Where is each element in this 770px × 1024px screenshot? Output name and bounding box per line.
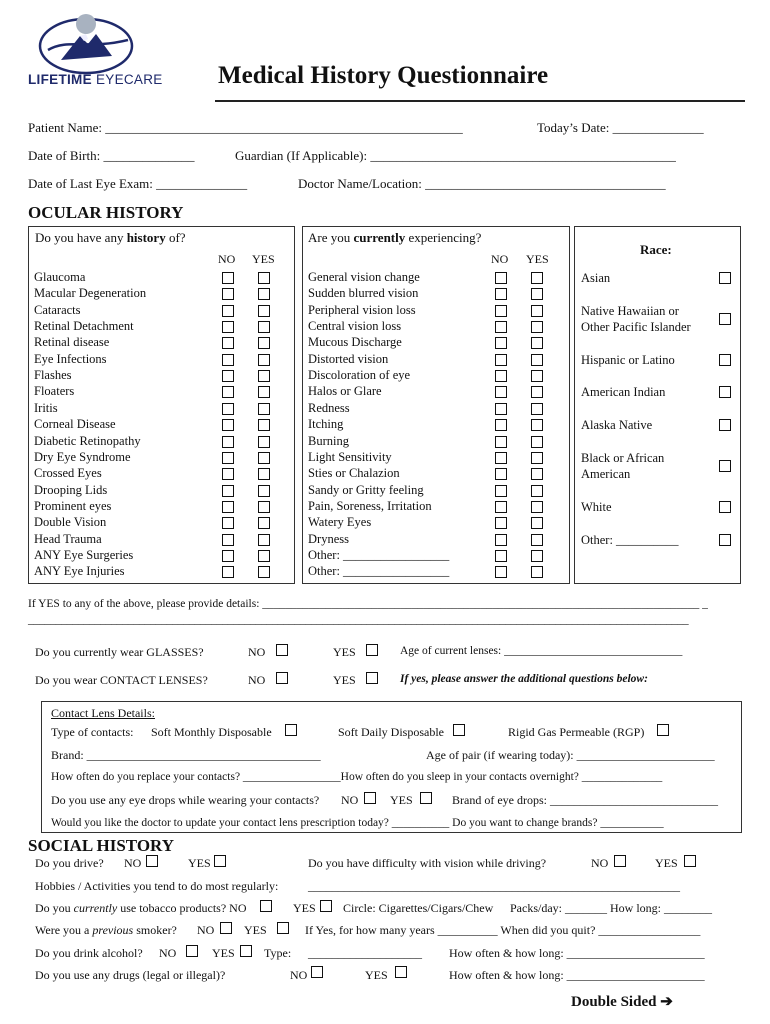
- current-item-label: Peripheral vision loss: [308, 302, 416, 317]
- patient-name-field[interactable]: Patient Name: _______________________________________________________: [28, 120, 463, 135]
- current-yes-checkbox[interactable]: [531, 468, 543, 480]
- history-item-label: ANY Eye Surgeries: [34, 547, 134, 562]
- drugs-yes-checkbox[interactable]: [395, 966, 407, 978]
- history-yes-checkbox[interactable]: [258, 452, 270, 464]
- current-no-header: NO: [491, 252, 509, 266]
- contacts-yes-label: YES: [333, 673, 356, 687]
- drive-yes-label: YES: [188, 856, 211, 870]
- current-yes-checkbox[interactable]: [531, 485, 543, 497]
- type-rgp-label: Rigid Gas Permeable (RGP): [508, 725, 645, 739]
- current-item-label: Watery Eyes: [308, 515, 372, 530]
- glasses-question: Do you currently wear GLASSES?: [35, 645, 204, 659]
- history-no-checkbox[interactable]: [222, 468, 234, 480]
- history-item-label: Floaters: [34, 384, 75, 399]
- current-item-label: Other: _________________: [308, 564, 450, 579]
- glasses-no-label: NO: [248, 645, 266, 659]
- current-item-label: Burning: [308, 433, 349, 448]
- drive-no-label: NO: [124, 856, 142, 870]
- current-item-label: Halos or Glare: [308, 384, 382, 399]
- history-no-checkbox[interactable]: [222, 321, 234, 333]
- current-item-label: Dryness: [308, 531, 349, 546]
- if-yes-note: If yes, please answer the additional questions below:: [400, 673, 648, 685]
- current-yes-checkbox[interactable]: [531, 550, 543, 562]
- logo-text-bold: LIFETIME: [28, 72, 92, 87]
- current-yes-header: YES: [526, 252, 549, 266]
- alcohol-yes-label: YES: [212, 946, 235, 960]
- smoker-no-label: NO: [197, 923, 215, 937]
- glasses-yes-checkbox[interactable]: [366, 644, 378, 656]
- history-item-label: Iritis: [34, 400, 58, 415]
- race-heading: Race:: [640, 242, 672, 257]
- current-no-checkbox[interactable]: [495, 485, 507, 497]
- history-no-checkbox[interactable]: [222, 566, 234, 578]
- current-item-label: Light Sensitivity: [308, 449, 392, 464]
- history-yes-checkbox[interactable]: [258, 501, 270, 513]
- history-yes-checkbox[interactable]: [258, 370, 270, 382]
- tobacco-packs-field[interactable]: Packs/day: _______ How long: ________: [510, 901, 712, 915]
- replace-question[interactable]: How often do you replace your contacts? _________________How often do you sleep in your contacts overnight? ______________: [51, 771, 663, 783]
- current-yes-checkbox[interactable]: [531, 452, 543, 464]
- type-daily-checkbox[interactable]: [453, 724, 465, 736]
- tobacco-question: Do you currently use tobacco products? NO: [35, 901, 247, 915]
- glasses-no-checkbox[interactable]: [276, 644, 288, 656]
- current-no-checkbox[interactable]: [495, 501, 507, 513]
- age-pair-field[interactable]: Age of pair (if wearing today): _______________________: [426, 748, 715, 762]
- alcohol-no-checkbox[interactable]: [186, 945, 198, 957]
- current-question: Are you currently experiencing?: [308, 230, 482, 245]
- history-no-checkbox[interactable]: [222, 386, 234, 398]
- current-item-label: Sties or Chalazion: [308, 466, 400, 481]
- social-history-heading: SOCIAL HISTORY: [28, 836, 175, 855]
- dob-field[interactable]: Date of Birth: ______________: [28, 148, 195, 163]
- race-item-label: Native Hawaiian or Other Pacific Islander: [581, 304, 691, 335]
- drive-diff-yes-checkbox[interactable]: [684, 855, 696, 867]
- drops-yes-checkbox[interactable]: [420, 792, 432, 804]
- race-item-label: Hispanic or Latino: [581, 353, 675, 367]
- double-sided-note: Double Sided ➔: [571, 994, 673, 1010]
- race-checkbox[interactable]: [719, 501, 731, 513]
- history-no-checkbox[interactable]: [222, 436, 234, 448]
- history-yes-checkbox[interactable]: [258, 419, 270, 431]
- alcohol-type-field[interactable]: ___________________: [308, 946, 422, 960]
- drive-diff-no-label: NO: [591, 856, 609, 870]
- history-no-checkbox[interactable]: [222, 337, 234, 349]
- history-yes-checkbox[interactable]: [258, 386, 270, 398]
- tobacco-no-checkbox[interactable]: [260, 900, 272, 912]
- current-no-checkbox[interactable]: [495, 550, 507, 562]
- type-monthly-label: Soft Monthly Disposable: [151, 725, 272, 739]
- current-yes-checkbox[interactable]: [531, 288, 543, 300]
- current-no-checkbox[interactable]: [495, 272, 507, 284]
- logo-mountain-icon: [28, 10, 158, 75]
- drive-question: Do you drive?: [35, 856, 104, 870]
- alcohol-how-often-field[interactable]: How often & how long: _______________________: [449, 946, 705, 960]
- current-item-label: Central vision loss: [308, 319, 402, 334]
- history-item-label: Double Vision: [34, 515, 107, 530]
- current-yes-checkbox[interactable]: [531, 272, 543, 284]
- race-checkbox[interactable]: [719, 313, 731, 325]
- current-item-label: Discoloration of eye: [308, 368, 411, 383]
- drops-question: Do you use any eye drops while wearing your contacts?: [51, 793, 320, 807]
- type-monthly-checkbox[interactable]: [285, 724, 297, 736]
- race-checkbox[interactable]: [719, 534, 731, 546]
- history-no-checkbox[interactable]: [222, 272, 234, 284]
- history-item-label: Glaucoma: [34, 270, 86, 284]
- history-yes-checkbox[interactable]: [258, 288, 270, 300]
- history-item-label: Eye Infections: [34, 351, 107, 366]
- history-yes-checkbox[interactable]: [258, 354, 270, 366]
- tobacco-yes-checkbox[interactable]: [320, 900, 332, 912]
- current-item-label: Pain, Soreness, Irritation: [308, 498, 432, 513]
- history-item-label: Macular Degeneration: [34, 286, 147, 301]
- smoker-question: Were you a previous smoker?: [35, 923, 177, 937]
- history-no-checkbox[interactable]: [222, 370, 234, 382]
- history-yes-checkbox[interactable]: [258, 436, 270, 448]
- todays-date-field[interactable]: Today’s Date: ______________: [537, 120, 704, 135]
- history-no-checkbox[interactable]: [222, 517, 234, 529]
- history-yes-checkbox[interactable]: [258, 534, 270, 546]
- guardian-field[interactable]: Guardian (If Applicable): _______________________________________________: [235, 148, 676, 163]
- current-no-checkbox[interactable]: [495, 468, 507, 480]
- current-no-checkbox[interactable]: [495, 534, 507, 546]
- current-no-checkbox[interactable]: [495, 288, 507, 300]
- glasses-yes-label: YES: [333, 645, 356, 659]
- history-no-checkbox[interactable]: [222, 550, 234, 562]
- drops-yes-label: YES: [390, 793, 413, 807]
- logo-text-light: EYECARE: [91, 72, 163, 87]
- smoker-no-checkbox[interactable]: [220, 922, 232, 934]
- alcohol-yes-checkbox[interactable]: [240, 945, 252, 957]
- history-yes-checkbox[interactable]: [258, 485, 270, 497]
- drugs-question: Do you use any drugs (legal or illegal)?: [35, 968, 226, 982]
- contacts-yes-checkbox[interactable]: [366, 672, 378, 684]
- drugs-no-checkbox[interactable]: [311, 966, 323, 978]
- history-item-label: Head Trauma: [34, 531, 102, 546]
- race-item-label: Alaska Native: [581, 418, 653, 432]
- current-no-checkbox[interactable]: [495, 370, 507, 382]
- current-yes-checkbox[interactable]: [531, 517, 543, 529]
- history-item-label: Diabetic Retinopathy: [34, 433, 141, 448]
- history-yes-checkbox[interactable]: [258, 272, 270, 284]
- history-item-label: Drooping Lids: [34, 482, 108, 497]
- contact-lens-heading: Contact Lens Details:: [51, 706, 155, 720]
- history-no-checkbox[interactable]: [222, 305, 234, 317]
- current-yes-checkbox[interactable]: [531, 534, 543, 546]
- details-line-2[interactable]: _______________________________________________________________________________________________________________________: [28, 614, 689, 626]
- hobbies-field[interactable]: ______________________________________________________________: [308, 879, 680, 893]
- current-no-checkbox[interactable]: [495, 419, 507, 431]
- current-no-checkbox[interactable]: [495, 321, 507, 333]
- current-no-checkbox[interactable]: [495, 403, 507, 415]
- current-no-checkbox[interactable]: [495, 566, 507, 578]
- race-checkbox[interactable]: [719, 419, 731, 431]
- alcohol-question: Do you drink alcohol?: [35, 946, 143, 960]
- drops-no-checkbox[interactable]: [364, 792, 376, 804]
- current-no-checkbox[interactable]: [495, 305, 507, 317]
- drive-no-checkbox[interactable]: [146, 855, 158, 867]
- smoker-yes-checkbox[interactable]: [277, 922, 289, 934]
- current-yes-checkbox[interactable]: [531, 354, 543, 366]
- history-item-label: Prominent eyes: [34, 498, 112, 513]
- current-no-checkbox[interactable]: [495, 386, 507, 398]
- history-yes-checkbox[interactable]: [258, 321, 270, 333]
- history-no-checkbox[interactable]: [222, 288, 234, 300]
- current-yes-checkbox[interactable]: [531, 337, 543, 349]
- history-yes-checkbox[interactable]: [258, 468, 270, 480]
- current-item-label: Other: _________________: [308, 547, 450, 562]
- current-item-label: Itching: [308, 417, 344, 432]
- current-yes-checkbox[interactable]: [531, 403, 543, 415]
- type-daily-label: Soft Daily Disposable: [338, 725, 444, 739]
- logo: [28, 10, 163, 90]
- current-yes-checkbox[interactable]: [531, 436, 543, 448]
- current-yes-checkbox[interactable]: [531, 321, 543, 333]
- history-item-label: ANY Eye Injuries: [34, 564, 125, 579]
- alcohol-type-label: Type:: [264, 946, 292, 960]
- current-no-checkbox[interactable]: [495, 452, 507, 464]
- history-yes-checkbox[interactable]: [258, 337, 270, 349]
- contacts-no-checkbox[interactable]: [276, 672, 288, 684]
- current-no-checkbox[interactable]: [495, 517, 507, 529]
- current-item-label: General vision change: [308, 270, 420, 284]
- history-item-label: Dry Eye Syndrome: [34, 449, 131, 464]
- details-line-1[interactable]: If YES to any of the above, please provide details: ____________________________________________________________________________ _: [28, 598, 708, 610]
- race-item-label: White: [581, 500, 612, 514]
- history-yes-header: YES: [252, 252, 275, 266]
- ocular-history-heading: OCULAR HISTORY: [28, 203, 184, 222]
- tobacco-circle: Circle: Cigarettes/Cigars/Chew: [343, 901, 494, 915]
- brand-field[interactable]: Brand: _______________________________________: [51, 748, 321, 762]
- page-title: Medical History Questionnaire: [218, 62, 549, 89]
- history-item-label: Corneal Disease: [34, 417, 116, 432]
- drive-diff-no-checkbox[interactable]: [614, 855, 626, 867]
- current-no-checkbox[interactable]: [495, 337, 507, 349]
- brand-drops-field[interactable]: Brand of eye drops: ____________________________: [452, 793, 718, 807]
- current-item-label: Mucous Discharge: [308, 335, 402, 350]
- smoker-yes-label: YES: [244, 923, 267, 937]
- history-item-label: Cataracts: [34, 302, 81, 317]
- history-no-header: NO: [218, 252, 236, 266]
- contacts-question: Do you wear CONTACT LENSES?: [35, 673, 208, 687]
- history-yes-checkbox[interactable]: [258, 305, 270, 317]
- history-yes-checkbox[interactable]: [258, 550, 270, 562]
- history-item-label: Retinal disease: [34, 335, 110, 350]
- current-no-checkbox[interactable]: [495, 436, 507, 448]
- drugs-yes-label: YES: [365, 968, 388, 982]
- last-exam-field[interactable]: Date of Last Eye Exam: ______________: [28, 176, 248, 191]
- current-yes-checkbox[interactable]: [531, 501, 543, 513]
- drugs-no-label: NO: [290, 968, 308, 982]
- current-item-label: Distorted vision: [308, 351, 389, 366]
- drive-yes-checkbox[interactable]: [214, 855, 226, 867]
- drugs-how-often-field[interactable]: How often & how long: _______________________: [449, 968, 705, 982]
- current-yes-checkbox[interactable]: [531, 305, 543, 317]
- history-yes-checkbox[interactable]: [258, 517, 270, 529]
- alcohol-no-label: NO: [159, 946, 177, 960]
- race-item-label: Black or African American: [581, 451, 665, 482]
- title-rule: [215, 100, 745, 102]
- race-checkbox[interactable]: [719, 460, 731, 472]
- current-item-label: Sandy or Gritty feeling: [308, 482, 424, 497]
- history-no-checkbox[interactable]: [222, 419, 234, 431]
- tobacco-yes-label: YES: [293, 901, 316, 915]
- current-no-checkbox[interactable]: [495, 354, 507, 366]
- type-rgp-checkbox[interactable]: [657, 724, 669, 736]
- history-item-label: Flashes: [34, 368, 72, 383]
- current-item-label: Redness: [308, 400, 350, 415]
- history-no-checkbox[interactable]: [222, 485, 234, 497]
- current-yes-checkbox[interactable]: [531, 386, 543, 398]
- drops-no-label: NO: [341, 793, 359, 807]
- history-item-label: Crossed Eyes: [34, 466, 102, 481]
- history-no-checkbox[interactable]: [222, 534, 234, 546]
- race-checkbox[interactable]: [719, 386, 731, 398]
- drive-diff-yes-label: YES: [655, 856, 678, 870]
- race-checkbox[interactable]: [719, 354, 731, 366]
- race-checkbox[interactable]: [719, 272, 731, 284]
- history-no-checkbox[interactable]: [222, 354, 234, 366]
- history-yes-checkbox[interactable]: [258, 403, 270, 415]
- history-yes-checkbox[interactable]: [258, 566, 270, 578]
- current-yes-checkbox[interactable]: [531, 370, 543, 382]
- contact-type-label: Type of contacts:: [51, 725, 134, 739]
- update-question[interactable]: Would you like the doctor to update your contact lens prescription today? __________ Do you want to change brands? ___________: [51, 817, 664, 829]
- history-question: Do you have any history of?: [35, 230, 186, 245]
- history-no-checkbox[interactable]: [222, 501, 234, 513]
- hobbies-question: Hobbies / Activities you tend to do most regularly:: [35, 879, 279, 893]
- history-item-label: Retinal Detachment: [34, 319, 134, 334]
- age-lenses-field[interactable]: Age of current lenses: _______________________________: [400, 645, 683, 657]
- smoker-years-field[interactable]: If Yes, for how many years __________ When did you quit? _________________: [305, 923, 701, 937]
- history-no-checkbox[interactable]: [222, 403, 234, 415]
- drive-difficulty-question: Do you have difficulty with vision while driving?: [308, 856, 547, 870]
- history-no-checkbox[interactable]: [222, 452, 234, 464]
- current-item-label: Sudden blurred vision: [308, 286, 419, 301]
- race-item-label: Asian: [581, 271, 611, 285]
- race-item-label: American Indian: [581, 385, 666, 399]
- race-item-label: Other: __________: [581, 533, 679, 547]
- current-yes-checkbox[interactable]: [531, 419, 543, 431]
- current-yes-checkbox[interactable]: [531, 566, 543, 578]
- doctor-field[interactable]: Doctor Name/Location: _____________________________________: [298, 176, 666, 191]
- contacts-no-label: NO: [248, 673, 266, 687]
